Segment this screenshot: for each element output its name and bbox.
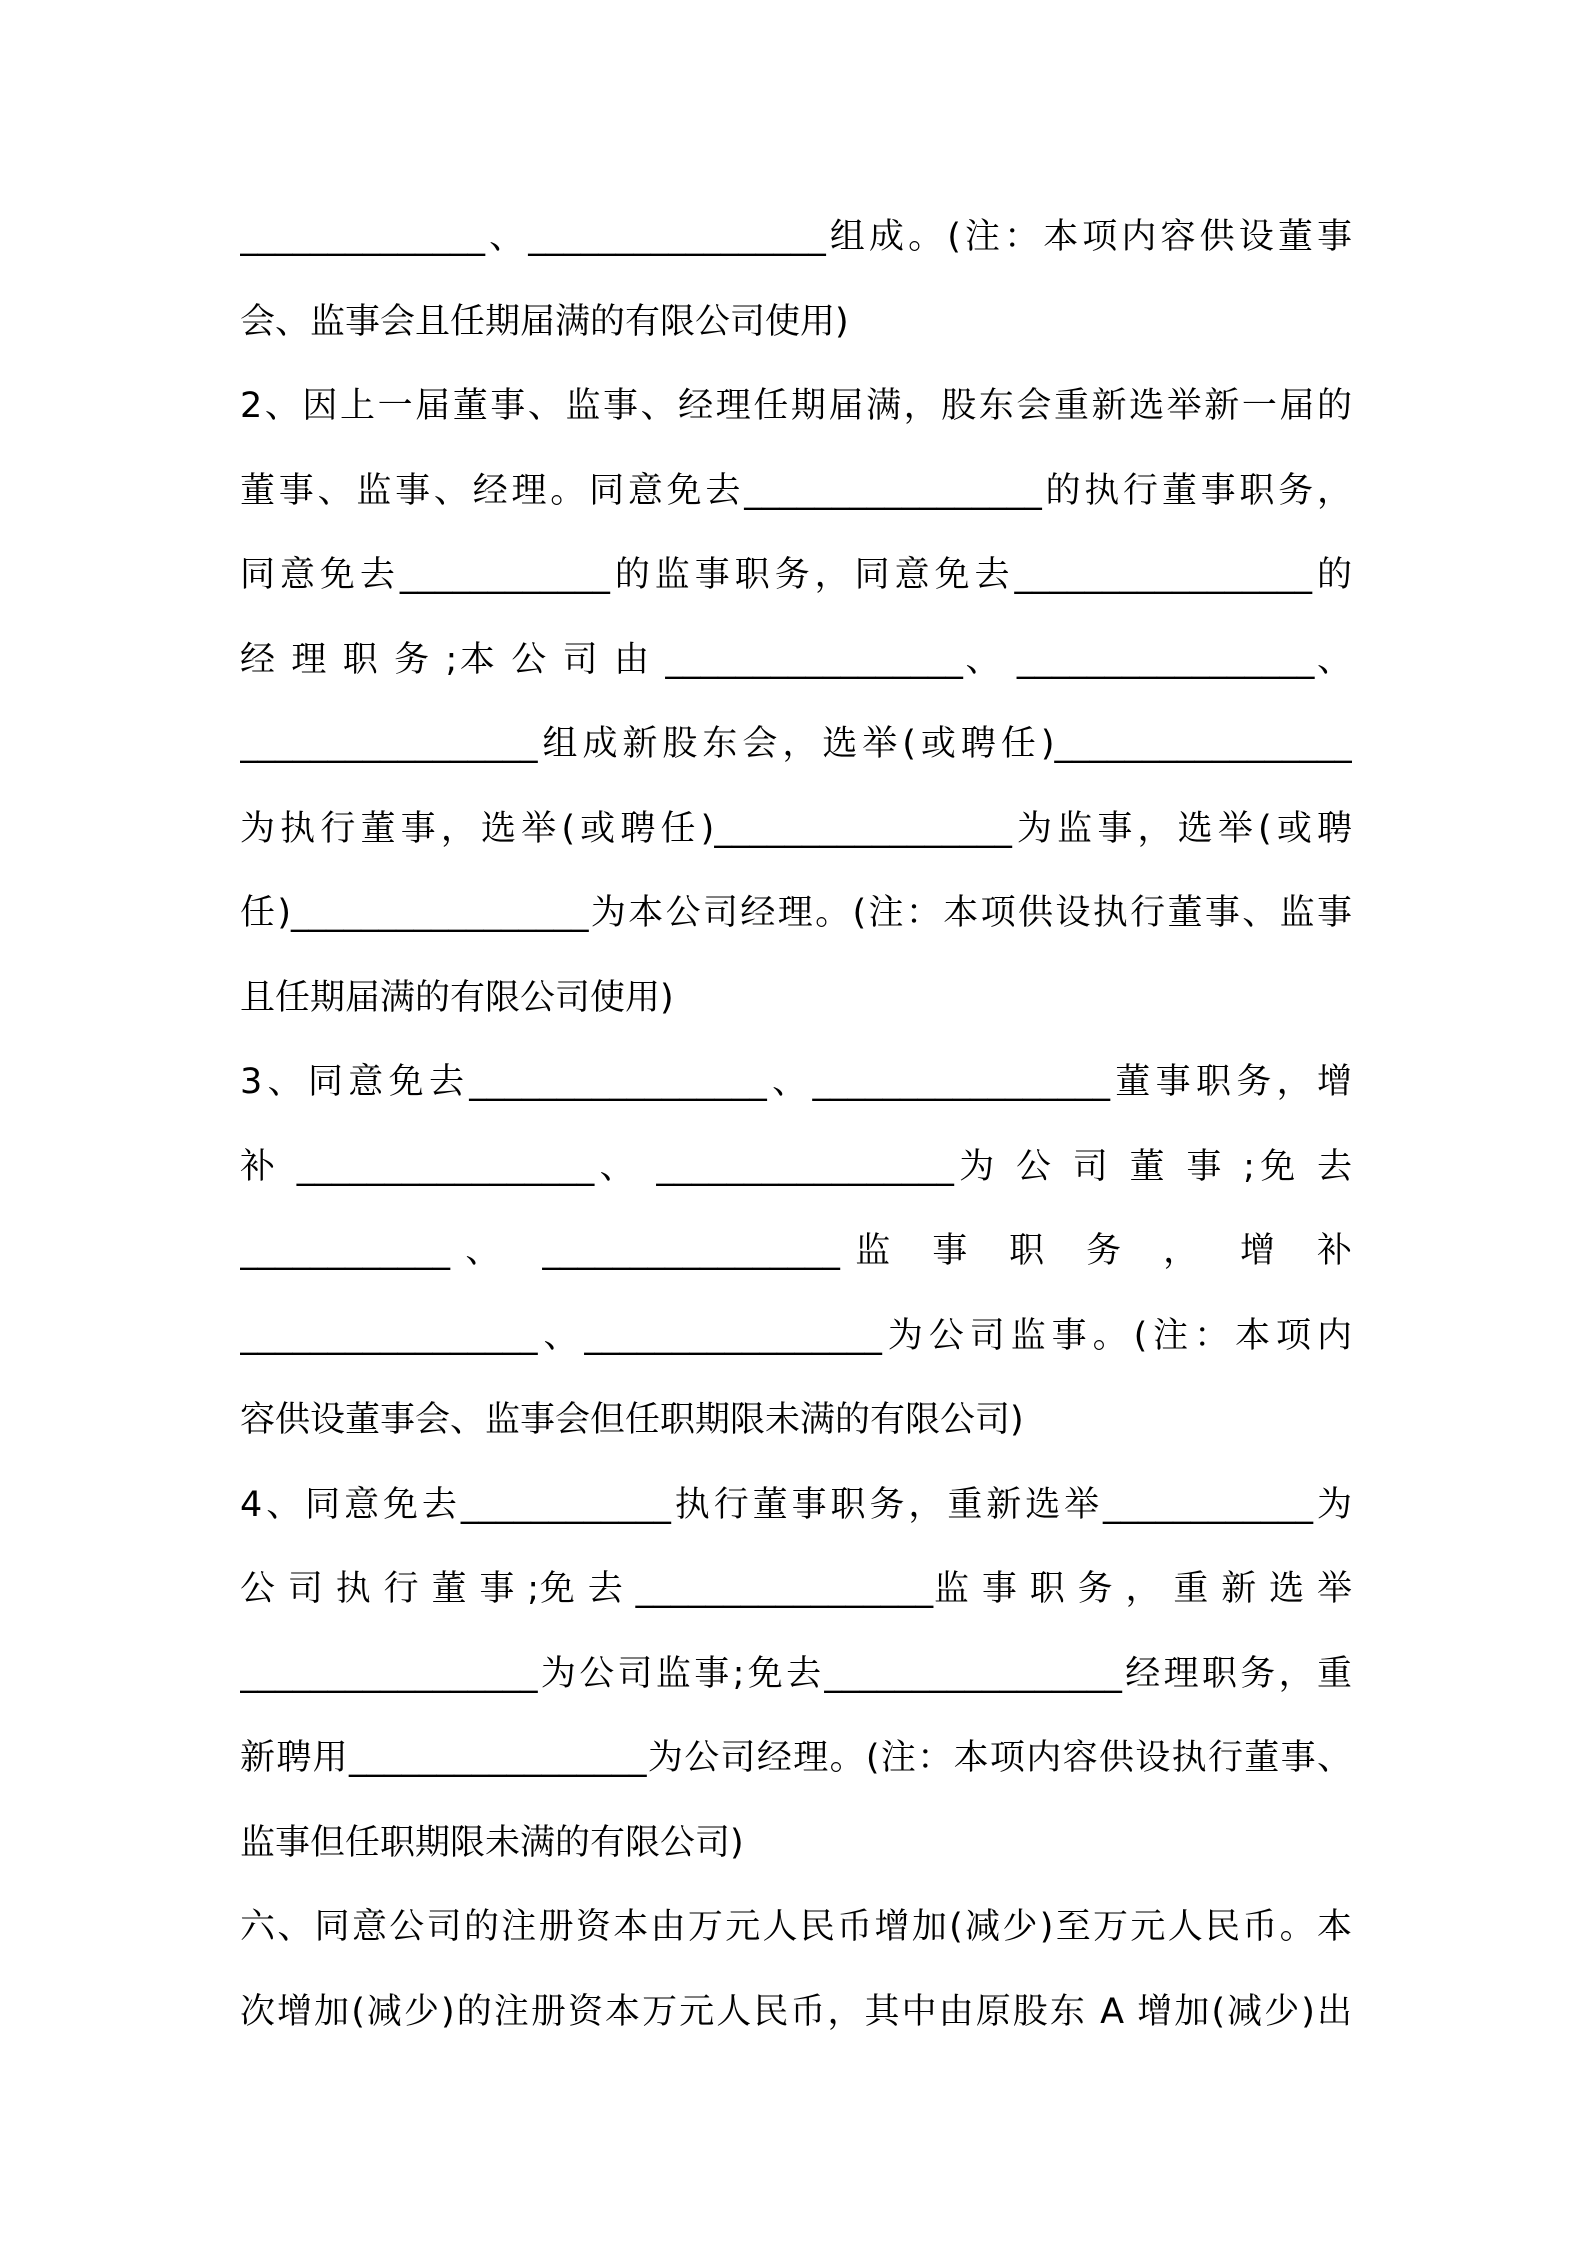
text-line: 新聘用_________________为公司经理。(注：本项内容供设执行董事、: [240, 1738, 1352, 1778]
text-line: 经 理 职 务 ;本 公 司 由 _________________、 _________________、: [240, 639, 1352, 680]
text-line: 同意免去____________的监事职务，同意免去_________________的: [240, 555, 1352, 595]
text-line: 六、同意公司的注册资本由万元人民币增加(减少)至万元人民币。本: [240, 1907, 1352, 1947]
text-line: 4、同意免去____________执行董事职务，重新选举____________为: [240, 1484, 1352, 1525]
text-line: 3、同意免去_________________、_________________董事职务，增: [240, 1062, 1352, 1102]
text-line: 2、因上一届董事、监事、经理任期届满，股东会重新选举新一届的: [240, 386, 1352, 426]
text-line: 次增加(减少)的注册资本万元人民币，其中由原股东 A 增加(减少)出: [240, 1991, 1352, 2032]
text-line: 任)_________________为本公司经理。(注：本项供设执行董事、监事: [240, 893, 1352, 933]
document-body: [240, 195, 1352, 2054]
text-line: 为执行董事，选举(或聘任)_________________为监事，选举(或聘: [240, 808, 1352, 849]
text-line: 且任期届满的有限公司使用): [240, 977, 674, 1018]
text-line: 容供设董事会、监事会但任职期限未满的有限公司): [240, 1400, 1024, 1440]
text-line: 补 _________________、 _________________为 公 司 董 事 ;免 去: [240, 1146, 1352, 1187]
text-line: 董事、监事、经理。同意免去_________________的执行董事职务，: [240, 470, 1352, 511]
text-line: ______________、_________________组成。(注：本项内容供设董事: [240, 217, 1352, 257]
text-line: 会、监事会且任期届满的有限公司使用): [240, 301, 849, 342]
text-line: 公 司 执 行 董 事 ;免 去 _________________监 事 职 务 ， 重 新 选 举: [240, 1569, 1352, 1609]
text-line: _________________、_________________为公司监事。(注：本项内: [240, 1315, 1352, 1356]
text-line: _________________为公司监事;免去_________________经理职务，重: [240, 1653, 1352, 1694]
text-line: _________________组成新股东会，选举(或聘任)_________________: [240, 724, 1352, 764]
text-line: ____________、 _________________监 事 职 务 ， 增 补: [240, 1231, 1352, 1271]
text-line: 监事但任职期限未满的有限公司): [240, 1822, 744, 1863]
